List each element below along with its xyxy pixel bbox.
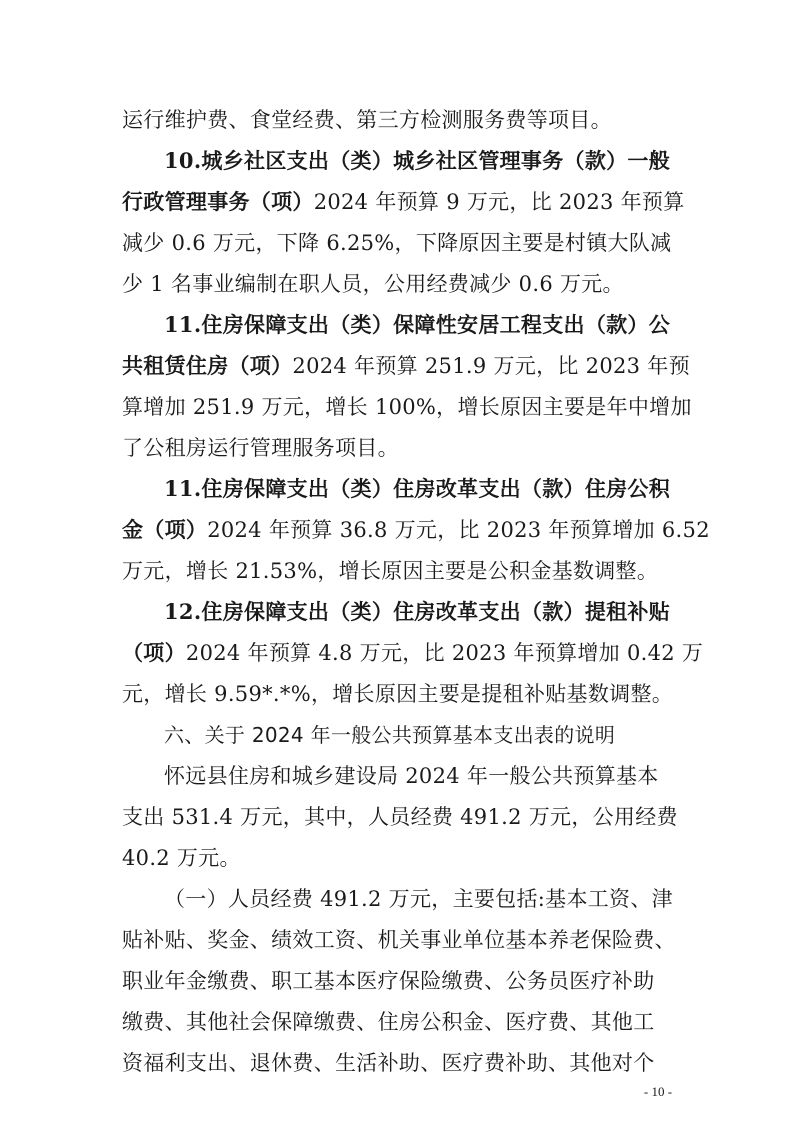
paragraph-line: 算增加 251.9 万元，增长 100%，增长原因主要是年中增加 [122,395,692,419]
paragraph-line: 共租赁住房（项）2024 年预算 251.9 万元，比 2023 年预 [122,353,690,378]
paragraph-line: 少 1 名事业编制在职人员，公用经费减少 0.6 万元。 [122,272,624,296]
paragraph-line: 万元，增长 21.53%，增长原因主要是公积金基数调整。 [122,559,659,583]
section-heading-12: 12.住房保障支出（类）住房改革支出（款）提租补贴 [164,599,671,624]
section-heading-10: 10.城乡社区支出（类）城乡社区管理事务（款）一般 [164,148,671,173]
paragraph-line: 贴补贴、奖金、绩效工资、机关事业单位基本养老保险费、 [122,928,676,952]
paragraph-line: 职业年金缴费、职工基本医疗保险缴费、公务员医疗补助 [122,969,655,993]
paragraph-line: （一）人员经费 491.2 万元，主要包括:基本工资、津 [164,887,673,911]
paragraph-line: 了公租房运行管理服务项目。 [122,436,399,460]
paragraph-line: 怀远县住房和城乡建设局 2024 年一般公共预算基本 [164,764,659,788]
paragraph-line: 行政管理事务（项）2024 年预算 9 万元，比 2023 年预算 [122,189,685,214]
paragraph-line: 40.2 万元。 [122,846,241,870]
page-number: - 10 - [643,1084,673,1099]
paragraph-line: 资福利支出、退休费、生活补助、医疗费补助、其他对个 [122,1051,655,1075]
paragraph-line: 支出 531.4 万元，其中，人员经费 491.2 万元，公用经费 [122,805,678,829]
paragraph-line: 减少 0.6 万元，下降 6.25%，下降原因主要是村镇大队减 [122,231,672,255]
section-heading-11-fund: 11.住房保障支出（类）住房改革支出（款）住房公积 [164,476,671,501]
paragraph-line: （项）2024 年预算 4.8 万元，比 2023 年预算增加 0.42 万 [122,640,704,665]
paragraph-line: 缴费、其他社会保障缴费、住房公积金、医疗费、其他工 [122,1010,655,1034]
paragraph-line: 元，增长 9.59*.*%，增长原因主要是提租补贴基数调整。 [122,682,674,706]
section-heading-11-rental: 11.住房保障支出（类）保障性安居工程支出（款）公 [164,312,671,337]
section-heading-six: 六、关于 2024 年一般公共预算基本支出表的说明 [164,723,616,747]
paragraph-line: 金（项）2024 年预算 36.8 万元，比 2023 年预算增加 6.52 [122,517,710,542]
paragraph-line: 运行维护费、食堂经费、第三方检测服务费等项目。 [122,108,612,132]
